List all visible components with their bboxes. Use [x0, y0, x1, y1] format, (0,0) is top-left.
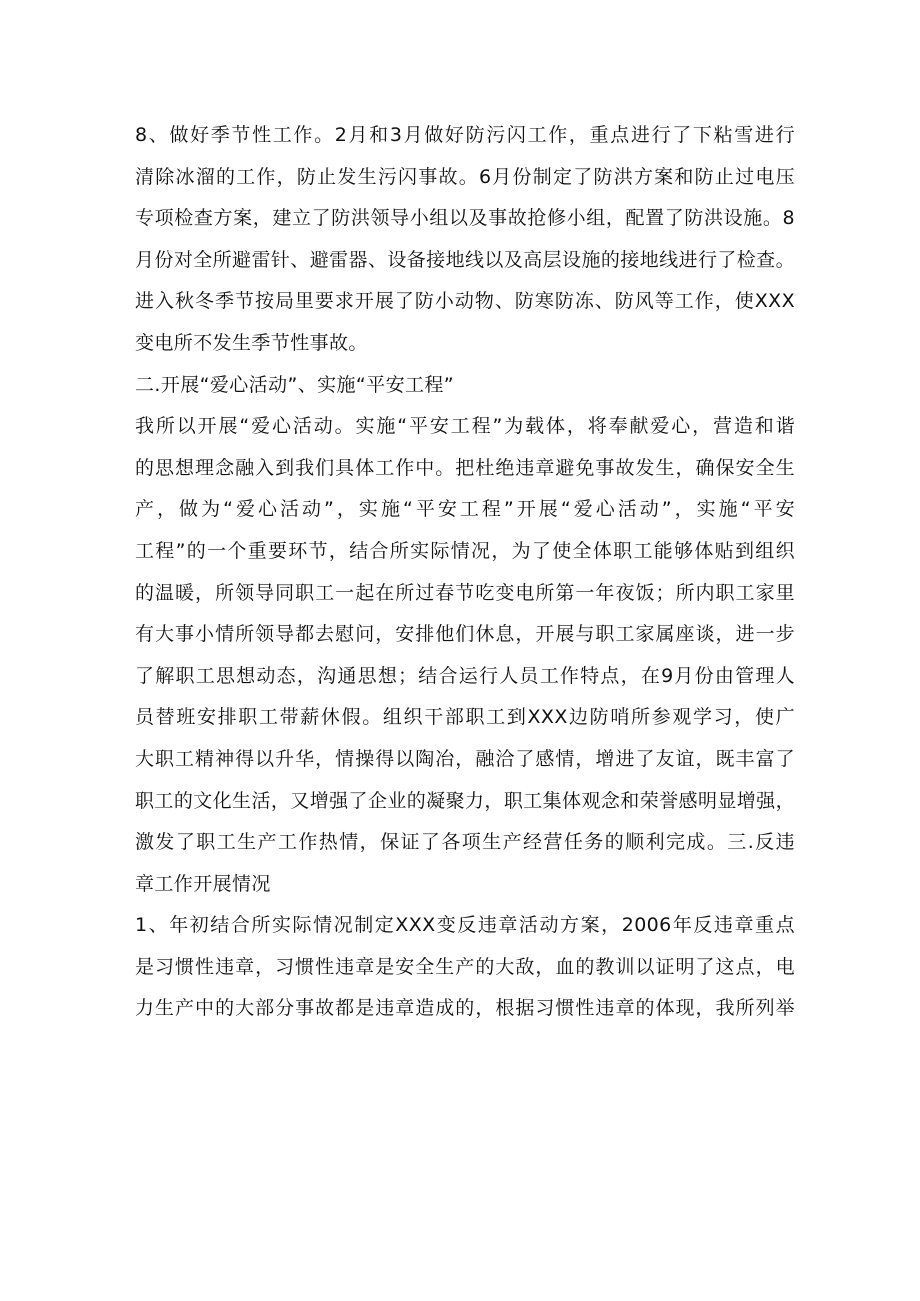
text-line: 是习惯性违章，习惯性违章是安全生产的大敌，血的教训以证明了这点，电	[135, 955, 795, 978]
text-line: 我所以开展“爱心活动。实施“平安工程”为载体，将奉献爱心，营造和谐	[135, 415, 795, 438]
text-line: 有大事小情所领导都去慰问，安排他们休息，开展与职工家属座谈，进一步	[135, 623, 795, 646]
text-line: 的温暖，所领导同职工一起在所过春节吃变电所第一年夜饭；所内职工家里	[135, 581, 795, 604]
text-line: 月份对全所避雷针、避雷器、设备接地线以及高层设施的接地线进行了检查。	[135, 248, 795, 271]
section-heading: 二.开展“爱心活动”、实施“平安工程”	[135, 373, 455, 396]
text-line: 产，做为“爱心活动”，实施“平安工程”开展“爱心活动”，实施“平安	[135, 498, 795, 521]
text-line: 8、做好季节性工作。2月和3月做好防污闪工作，重点进行了下粘雪进行	[135, 124, 795, 146]
text-line: 章工作开展情况	[135, 872, 271, 895]
text-line: 进入秋冬季节按局里要求开展了防小动物、防寒防冻、防风等工作，使XXX	[135, 290, 795, 313]
text-line: 员替班安排职工带薪休假。组织干部职工到XXX边防哨所参观学习，使广	[135, 706, 795, 729]
text-line: 职工的文化生活，又增强了企业的凝聚力，职工集体观念和荣誉感明显增强，	[135, 789, 795, 812]
text-line: 了解职工思想动态，沟通思想；结合运行人员工作特点，在9月份由管理人	[135, 664, 795, 687]
text-line: 变电所不发生季节性事故。	[135, 331, 368, 354]
text-line: 1、年初结合所实际情况制定XXX变反违章活动方案，2006年反违章重点	[135, 914, 795, 937]
text-line: 专项检查方案，建立了防洪领导小组以及事故抢修小组，配置了防洪设施。8	[135, 207, 795, 230]
text-line: 清除冰溜的工作，防止发生污闪事故。6月份制定了防洪方案和防止过电压	[135, 165, 795, 188]
text-line: 力生产中的大部分事故都是违章造成的，根据习惯性违章的体现，我所列举	[135, 997, 795, 1020]
text-line: 大职工精神得以升华，情操得以陶冶，融洽了感情，增进了友谊，既丰富了	[135, 747, 795, 770]
text-line: 工程”的一个重要环节，结合所实际情况，为了使全体职工能够体贴到组织	[135, 539, 795, 562]
text-line: 的思想理念融入到我们具体工作中。把杜绝违章避免事故发生，确保安全生	[135, 456, 795, 479]
document-body	[135, 115, 795, 1030]
text-line: 激发了职工生产工作热情，保证了各项生产经营任务的顺利完成。三.反违	[135, 831, 795, 854]
